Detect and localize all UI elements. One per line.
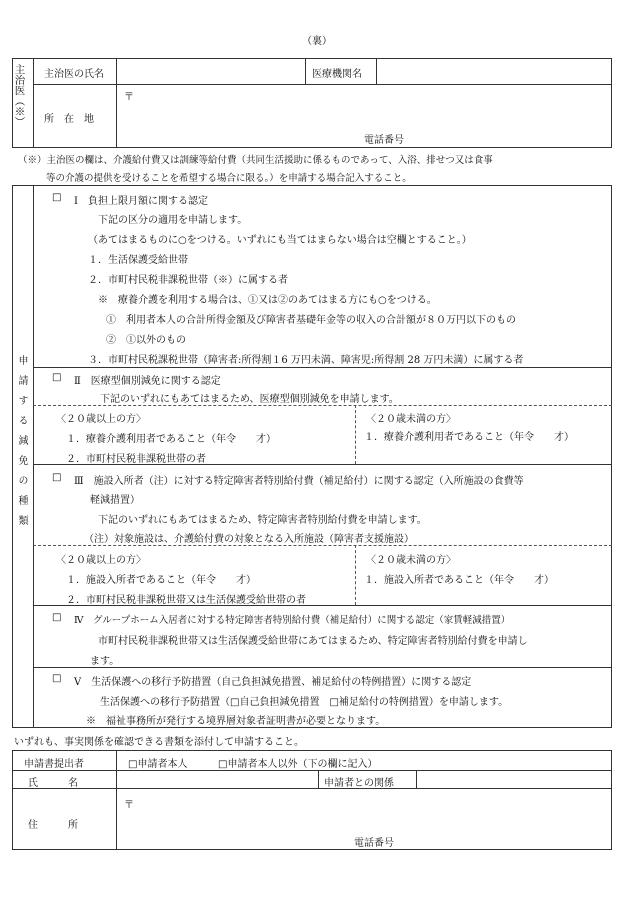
section3-left-head: 〈２０歳以上の方〉 bbox=[56, 555, 146, 566]
reduction-side-label: 申請する減免の種類 bbox=[16, 355, 27, 535]
relation-field[interactable] bbox=[420, 772, 608, 786]
section2-checkbox[interactable]: □ bbox=[52, 372, 62, 383]
section5-line1: 生活保護への移行予防措置（□自己負担減免措置 □補足給付の特例措置）を申請します。 bbox=[100, 697, 509, 708]
submitter-label: 申請書提出者 bbox=[24, 759, 84, 770]
section2-left-1[interactable]: １．療養介護利用者であること（年令 才） bbox=[66, 434, 276, 445]
section4-line2: ます。 bbox=[90, 656, 120, 667]
physician-note-line1: （※）主治医の欄は、介護給付費又は訓練等給付費（共同生活援助に係るものであって、入浴、排せつ又は食事 bbox=[18, 155, 493, 166]
institution-label: 医療機関名 bbox=[312, 69, 362, 80]
physician-name-field[interactable] bbox=[120, 61, 303, 81]
section2-right-head: 〈２０歳未満の方〉 bbox=[366, 414, 456, 425]
submitter-phone-label: 電話番号 bbox=[354, 838, 394, 849]
section1-title: Ⅰ 負担上限月額に関する認定 bbox=[74, 196, 208, 207]
section3-right-head: 〈２０歳未満の方〉 bbox=[366, 555, 456, 566]
section3-line2: （注）対象施設は、介護給付費の対象となる入所施設（障害者支援施設） bbox=[84, 534, 414, 545]
section3-left-2[interactable]: ２．市町村民税非課税世帯又は生活保護受給世帯の者 bbox=[66, 595, 306, 606]
section2-left-2[interactable]: ２．市町村民税非課税世帯の者 bbox=[66, 454, 206, 465]
relation-label: 申請者との関係 bbox=[324, 778, 394, 789]
submitter-option-other[interactable]: □申請者本人以外（下の欄に記入） bbox=[218, 759, 378, 770]
physician-postal-mark: 〒 bbox=[124, 92, 134, 103]
section3-checkbox[interactable]: □ bbox=[52, 472, 62, 483]
section5-line2: ※ 福祉事務所が発行する境界層対象者証明書が必要となります。 bbox=[86, 716, 386, 727]
section3-title: Ⅲ 施設入所者（注）に対する特定障害者特別給付費（補足給付）に関する認定（入所施設の食費等 bbox=[74, 476, 524, 487]
section2-right-1[interactable]: １．療養介護利用者であること（年令 才） bbox=[364, 432, 574, 443]
section3-right-1[interactable]: １．施設入所者であること（年令 才） bbox=[364, 575, 554, 586]
physician-address-label: 所 在 地 bbox=[44, 114, 94, 125]
submitter-postal-mark: 〒 bbox=[124, 800, 134, 811]
section4-title: Ⅳ グループホーム入居者に対する特定障害者特別給付費（補足給付）に関する認定（家賃軽減措置） bbox=[74, 615, 511, 626]
section2-title: Ⅱ 医療型個別減免に関する認定 bbox=[74, 376, 221, 387]
section1-checkbox[interactable]: □ bbox=[52, 192, 62, 203]
physician-side-label: 主治医（※） bbox=[13, 64, 26, 127]
section1-line1: 下記の区分の適用を申請します。 bbox=[98, 215, 248, 226]
section2-line1: 下記のいずれにもあてはまるため、医療型個別減免を申請します。 bbox=[100, 394, 399, 405]
section1-option2[interactable]: ２．市町村民税非課税世帯（※）に属する者 bbox=[88, 275, 288, 286]
section3-title2: 軽減措置） bbox=[90, 495, 140, 506]
section5-checkbox[interactable]: □ bbox=[52, 673, 62, 684]
section5-title: Ⅴ 生活保護への移行予防措置（自己負担減免措置、補足給付の特例措置）に関する認定 bbox=[74, 677, 472, 688]
submitter-option-self[interactable]: □申請者本人 bbox=[128, 759, 188, 770]
submitter-address-label: 住 所 bbox=[28, 820, 78, 831]
section4-line1: 市町村民税非課税世帯又は生活保護受給世帯にあてはまるため、特定障害者特別給付費を申請し bbox=[98, 636, 528, 647]
physician-name-label: 主治医の氏名 bbox=[44, 69, 104, 80]
section1-line2: （あてはまるものに○をつける。いずれにも当てはまらない場合は空欄とすること。） bbox=[88, 235, 472, 246]
section2-left-head: 〈２０歳以上の方〉 bbox=[56, 414, 146, 425]
attach-note: いずれも、事実関係を確認できる書類を添付して申請すること。 bbox=[14, 737, 304, 748]
section3-left-1[interactable]: １．施設入所者であること（年令 才） bbox=[66, 575, 256, 586]
section1-option1[interactable]: １．生活保護受給世帯 bbox=[88, 255, 188, 266]
page-label: （裏） bbox=[302, 36, 332, 47]
submitter-name-field[interactable] bbox=[120, 772, 314, 786]
section1-sub1[interactable]: ① 利用者本人の合計所得金額及び障害者基礎年金等の収入の合計額が８０万円以下のもの bbox=[106, 315, 516, 326]
section1-sub2[interactable]: ② ①以外のもの bbox=[106, 335, 186, 346]
section1-option3[interactable]: ３．市町村民税課税世帯（障害者:所得割１6 万円未満、障害児:所得割 28 万円未満）に属する者 bbox=[88, 355, 524, 366]
submitter-name-label: 氏 名 bbox=[28, 778, 78, 789]
institution-field[interactable] bbox=[380, 61, 608, 81]
physician-note-line2: 等の介護の提供を受けることを希望する場合に限る。）を申請する場合記入すること。 bbox=[46, 173, 412, 184]
section4-checkbox[interactable]: □ bbox=[52, 612, 62, 623]
section3-line1: 下記のいずれにもあてはまるため、特定障害者特別給付費を申請します。 bbox=[98, 515, 427, 526]
physician-phone-label: 電話番号 bbox=[364, 135, 404, 146]
section1-note: ※ 療養介護を利用する場合は、①又は②のあてはまる方にも○をつける。 bbox=[98, 295, 437, 306]
